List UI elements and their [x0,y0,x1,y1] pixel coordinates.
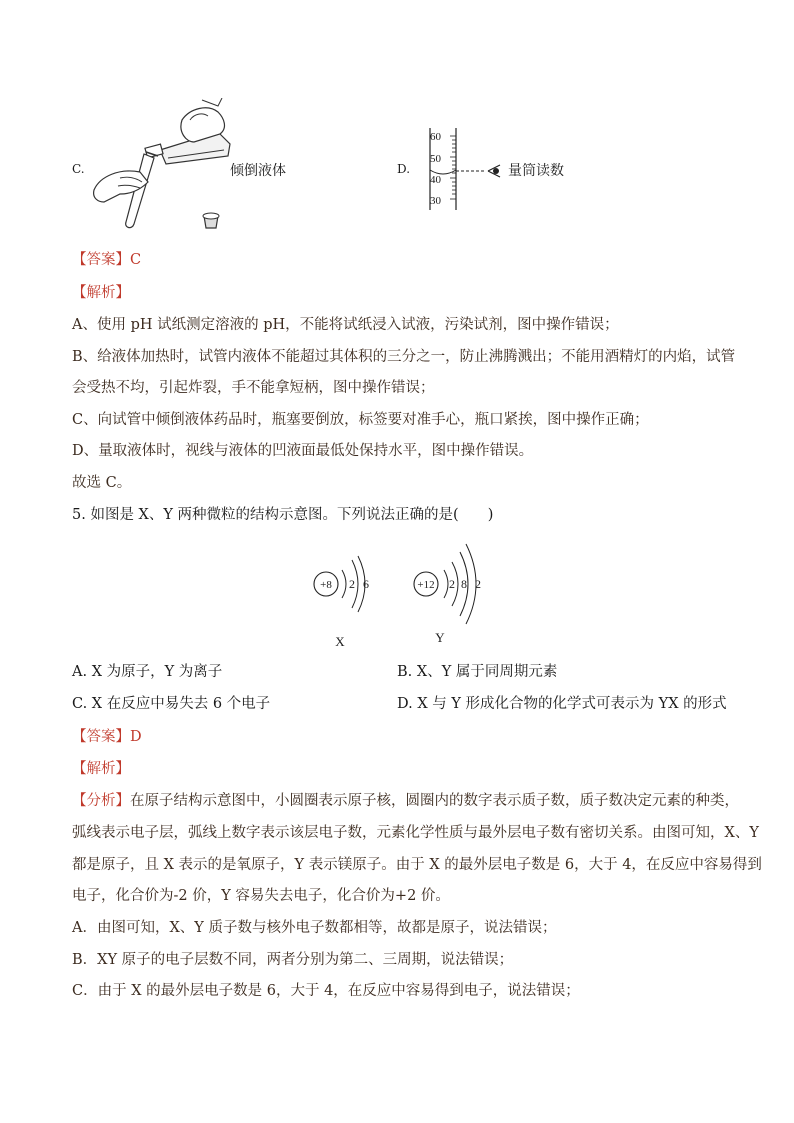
atomic-structure-diagram [300,536,500,656]
q5-analysis-tag: 【解析】 [72,761,130,777]
q4-analysis-line-c: C、向试管中倾倒液体药品时，瓶塞要倒放，标签要对准手心，瓶口紧挨，图中操作正确； [72,412,649,428]
analysis-subtag: 【分析】 [72,793,130,809]
y-atom-label: Y [435,630,445,645]
q5-analysis-option-c: C．由于 X 的最外层电子数是 6，大于 4，在反应中容易得到电子，说法错误； [72,983,580,999]
q4-answer [72,250,141,270]
cylinder-tick-40: 40 [430,174,441,186]
eye-icon [488,165,500,177]
q5-stem: 5. 如图是 X、Y 两种微粒的结构示意图。下列说法正确的是( ) [72,507,494,523]
x-shell-2-count: 6 [363,577,369,591]
q5-option-c: C. X 在反应中易失去 6 个电子 [72,696,271,712]
q4-analysis-line-b: B、给液体加热时，试管内液体不能超过其体积的三分之一，防止沸腾溅出；不能用酒精灯的内焰，试管 [72,349,736,365]
stopper-icon [203,213,219,228]
q5-answer [72,727,142,747]
q4-analysis-line-d: D、量取液体时，视线与液体的凹液面最低处保持水平，图中操作错误。 [72,443,534,459]
y-shell-2-count: 8 [461,577,467,591]
cylinder-tick-30: 30 [430,195,441,207]
answer-tag: 【答案】 [72,252,130,268]
q5-option-d: D. X 与 Y 形成化合物的化学式可表示为 YX 的形式 [397,696,727,712]
y-atom-diagram [414,544,481,645]
cylinder-tick-60: 60 [430,131,441,143]
x-atom-diagram [314,556,369,649]
x-shell-1-count: 2 [349,577,355,591]
q5-analysis-option-b: B．XY 原子的电子层数不同，两者分别为第二、三周期，说法错误； [72,952,514,968]
y-shell-1-count: 2 [449,577,455,591]
graduated-cylinder-illustration [420,124,510,214]
q5-analysis-option-a: A．由图可知，X、Y 质子数与核外电子数都相等，故都是原子，说法错误； [72,920,557,936]
q4-analysis-tag: 【解析】 [72,285,130,301]
y-nucleus-label: +12 [417,579,435,591]
x-nucleus-label: +8 [320,579,332,591]
pouring-liquid-illustration [90,98,240,238]
q5-analysis-line-3: 都是原子，且 X 表示的是氧原子，Y 表示镁原子。由于 X 的最外层电子数是 6，大于 4，在反应中容易得到 [72,857,762,873]
q5-option-a: A. X 为原子，Y 为离子 [72,664,223,680]
y-shell-3-count: 2 [475,577,481,591]
q5-analysis-line-2: 弧线表示电子层，弧线上数字表示该层电子数，元素化学性质与最外层电子数有密切关系。由图可知，X、Y [72,825,759,841]
x-atom-label: X [335,634,345,649]
option-c-caption: 倾倒液体 [230,163,286,179]
option-d-caption: 量筒读数 [508,163,564,179]
option-c-letter: C. [72,162,85,176]
option-d-letter: D. [397,162,411,176]
q5-analysis-line-4: 电子，化合价为-2 价，Y 容易失去电子，化合价为+2 价。 [72,888,450,904]
cylinder-tick-50: 50 [430,153,441,165]
q5-option-b: B. X、Y 属于同周期元素 [397,664,558,680]
q4-conclusion: 故选 C。 [72,475,132,491]
answer-value: C [130,252,142,268]
q5-analysis-line-1: 【分析】在原子结构示意图中，小圆圈表示原子核，圆圈内的数字表示质子数，质子数决定元素的种类， [72,793,739,809]
q4-analysis-line-a: A、使用 pH 试纸测定溶液的 pH，不能将试纸浸入试液，污染试剂，图中操作错误； [72,317,619,333]
answer-value: D [130,729,142,745]
q4-analysis-line-b-cont: 会受热不均，引起炸裂，手不能拿短柄，图中操作错误； [72,380,435,396]
answer-tag: 【答案】 [72,729,130,745]
